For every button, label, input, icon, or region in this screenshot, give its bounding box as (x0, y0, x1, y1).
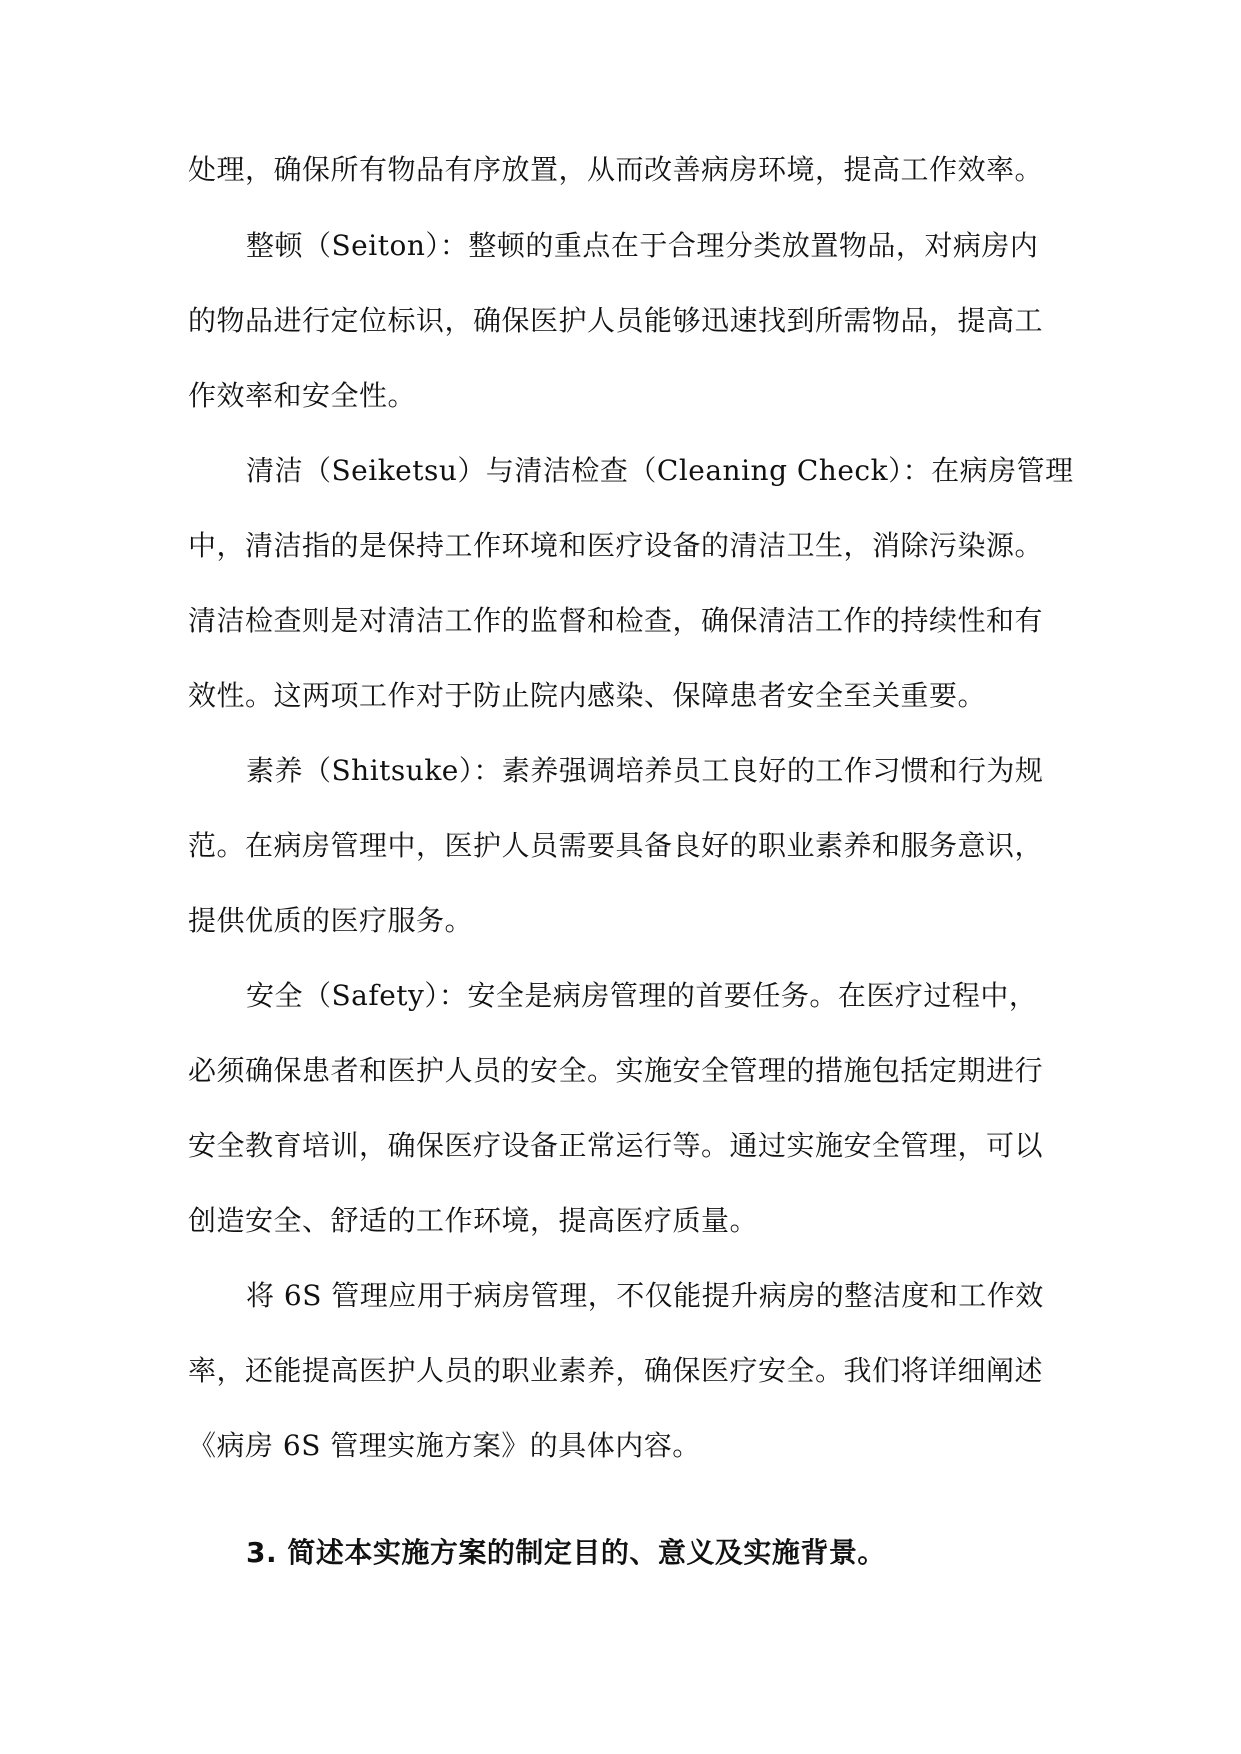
text-line-14: 安全教育培训，确保医疗设备正常运行等。通过实施安全管理，可以 (188, 1129, 1044, 1162)
text-line-9: 素养（Shitsuke）：素养强调培养员工良好的工作习惯和行为规 (246, 754, 1044, 787)
text-line-1: 处理，确保所有物品有序放置，从而改善病房环境，提高工作效率。 (188, 153, 1044, 186)
text-line-7: 清洁检查则是对清洁工作的监督和检查，确保清洁工作的持续性和有 (188, 604, 1044, 637)
text-line-3: 的物品进行定位标识，确保医护人员能够迅速找到所需物品，提高工 (188, 304, 1044, 337)
text-line-4: 作效率和安全性。 (188, 379, 417, 412)
text-line-8: 效性。这两项工作对于防止院内感染、保障患者安全至关重要。 (188, 679, 987, 712)
text-line-16: 将 6S 管理应用于病房管理，不仅能提升病房的整洁度和工作效 (246, 1279, 1044, 1312)
text-line-2: 整顿（Seiton）：整顿的重点在于合理分类放置物品，对病房内 (246, 229, 1039, 262)
text-line-6: 中，清洁指的是保持工作环境和医疗设备的清洁卫生，消除污染源。 (188, 529, 1044, 562)
text-line-12: 安全（Safety）：安全是病房管理的首要任务。在医疗过程中， (246, 979, 1038, 1012)
text-line-15: 创造安全、舒适的工作环境，提高医疗质量。 (188, 1204, 759, 1237)
text-line-10: 范。在病房管理中，医护人员需要具备良好的职业素养和服务意识， (188, 829, 1044, 862)
text-line-18: 《病房 6S 管理实施方案》的具体内容。 (188, 1429, 701, 1462)
text-line-17: 率，还能提高医护人员的职业素养，确保医疗安全。我们将详细阐述 (188, 1354, 1044, 1387)
section-heading: 3. 简述本实施方案的制定目的、意义及实施背景。 (246, 1536, 886, 1569)
text-line-13: 必须确保患者和医护人员的安全。实施安全管理的措施包括定期进行 (188, 1054, 1044, 1087)
text-line-5: 清洁（Seiketsu）与清洁检查（Cleaning Check）：在病房管理 (246, 454, 1074, 487)
text-line-11: 提供优质的医疗服务。 (188, 904, 474, 937)
